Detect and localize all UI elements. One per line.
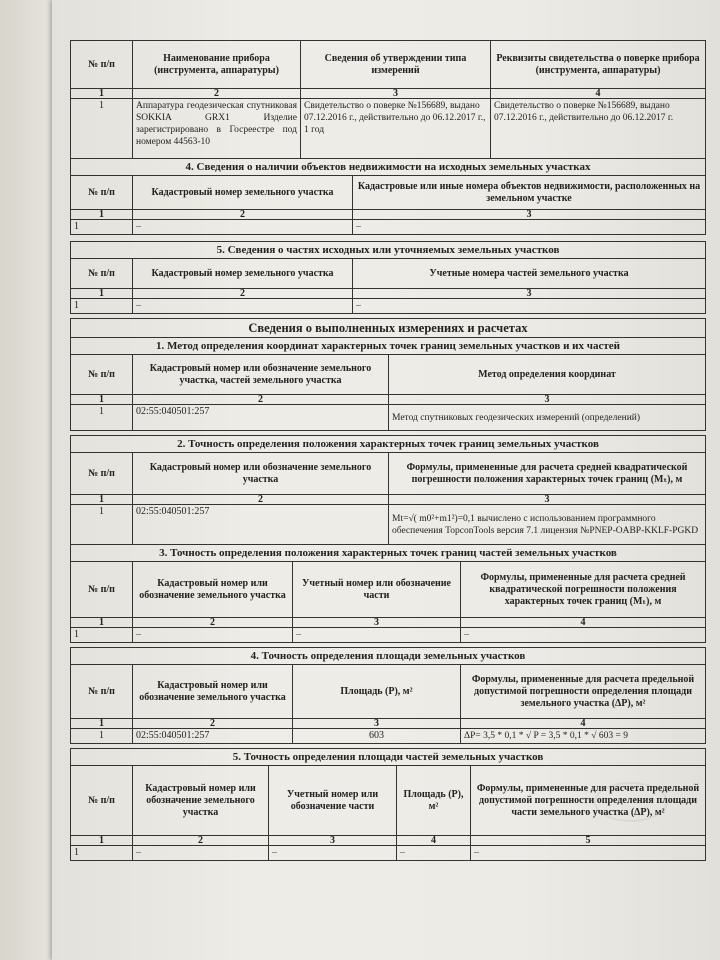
- section-title: 5. Точность определения площади частей земельных участков: [71, 749, 706, 766]
- section-4-table: [70, 158, 706, 235]
- section-title: 3. Точность определения положения характерных точек границ частей земельных участков: [71, 545, 706, 562]
- col-num: 1: [71, 719, 133, 729]
- col-header-objects: Кадастровые или иные номера объектов недвижимости, расположенных на земельном участке: [353, 176, 706, 210]
- section-title: 5. Сведения о частях исходных или уточняемых земельных участков: [71, 242, 706, 259]
- col-num: 3: [353, 289, 706, 299]
- cell-empty: –: [133, 299, 353, 314]
- measurements-heading: [70, 318, 706, 338]
- approval-info: Свидетельство о поверке №156689, выдано 07.12.2016 г., действительно до 06.12.2017 г., 1 год: [301, 99, 491, 159]
- cell-empty: –: [293, 628, 461, 643]
- col-num: 1: [71, 495, 133, 505]
- col-num: 3: [293, 719, 461, 729]
- col-num: 3: [293, 618, 461, 628]
- col-header-cadastral: Кадастровый номер или обозначение земельного участка: [133, 665, 293, 719]
- cell-empty: –: [471, 846, 706, 861]
- col-header-cadastral: Кадастровый номер земельного участка: [133, 259, 353, 289]
- col-header-cadastral: Кадастровый номер или обозначение земельного участка: [133, 562, 293, 618]
- col-num: 3: [269, 836, 397, 846]
- method-table: [70, 337, 706, 431]
- col-num: 2: [133, 719, 293, 729]
- cell-empty: –: [461, 628, 706, 643]
- accuracy-points-table: [70, 435, 706, 545]
- section-title: 4. Точность определения площади земельных участков: [71, 648, 706, 665]
- formula-value: ΔP= 3,5 * 0,1 * √ P = 3,5 * 0,1 * √ 603 = 9: [461, 729, 706, 744]
- col-num: 3: [389, 495, 706, 505]
- cert-info: Свидетельство о поверке №156689, выдано 07.12.2016 г., действительно до 06.12.2017 г.: [491, 99, 706, 159]
- col-header-num: № п/п: [71, 355, 133, 395]
- col-header-approval: Сведения об утверждении типа измерений: [301, 41, 491, 89]
- col-num: 3: [301, 89, 491, 99]
- cell-empty: –: [397, 846, 471, 861]
- section-title: 1. Метод определения координат характерных точек границ земельных участков и их частей: [71, 338, 706, 355]
- col-num: 1: [71, 836, 133, 846]
- cell-empty: –: [353, 299, 706, 314]
- col-header-formula: Формулы, примененные для расчета средней квадратической погрешности положения характерных точек границ (Mₜ), м: [389, 453, 706, 495]
- col-header-cadastral: Кадастровый номер земельного участка: [133, 176, 353, 210]
- method-value: Метод спутниковых геодезических измерений (определений): [389, 405, 706, 431]
- col-num: 1: [71, 89, 133, 99]
- row-number: 1: [71, 505, 133, 545]
- cell-empty: –: [353, 220, 706, 235]
- col-header-num: № п/п: [71, 176, 133, 210]
- cadastral-number: 02:55:040501:257: [133, 505, 389, 545]
- col-header-formula: Формулы, примененные для расчета предельной допустимой погрешности определения площади земельного участка (ΔP), м²: [461, 665, 706, 719]
- col-num: 1: [71, 210, 133, 220]
- col-num: 4: [461, 618, 706, 628]
- col-num: 3: [389, 395, 706, 405]
- col-num: 4: [491, 89, 706, 99]
- col-header-parts: Учетные номера частей земельного участка: [353, 259, 706, 289]
- col-header-cert: Реквизиты свидетельства о поверке прибора (инструмента, аппаратуры): [491, 41, 706, 89]
- col-num: 2: [133, 836, 269, 846]
- row-number: 1: [71, 846, 133, 861]
- col-num: 2: [133, 395, 389, 405]
- faint-stamp-mark: [594, 782, 668, 822]
- col-header-method: Метод определения координат: [389, 355, 706, 395]
- col-header-cadastral: Кадастровый номер или обозначение земельного участка: [133, 766, 269, 836]
- col-num: 5: [471, 836, 706, 846]
- row-number: 1: [71, 628, 133, 643]
- col-header-area: Площадь (P), м²: [397, 766, 471, 836]
- col-header-num: № п/п: [71, 766, 133, 836]
- col-num: 4: [461, 719, 706, 729]
- col-header-device: Наименование прибора (инструмента, аппаратуры): [133, 41, 301, 89]
- section-title: 4. Сведения о наличии объектов недвижимости на исходных земельных участках: [71, 159, 706, 176]
- col-num: 2: [133, 495, 389, 505]
- document-page: [52, 0, 720, 960]
- row-number: 1: [71, 405, 133, 431]
- col-header-num: № п/п: [71, 453, 133, 495]
- col-num: 3: [353, 210, 706, 220]
- col-header-area: Площадь (P), м²: [293, 665, 461, 719]
- cadastral-number: 02:55:040501:257: [133, 729, 293, 744]
- measurements-title: Сведения о выполненных измерениях и расчетах: [71, 319, 706, 338]
- row-number: 1: [71, 729, 133, 744]
- col-header-num: № п/п: [71, 259, 133, 289]
- col-num: 2: [133, 89, 301, 99]
- col-header-formula: Формулы, примененные для расчета средней квадратической погрешности положения характерных точек границ (Mₜ), м: [461, 562, 706, 618]
- area-accuracy-table: [70, 647, 706, 744]
- col-num: 1: [71, 395, 133, 405]
- col-num: 2: [133, 210, 353, 220]
- col-header-num: № п/п: [71, 41, 133, 89]
- col-num: 2: [133, 618, 293, 628]
- row-number: 1: [71, 299, 133, 314]
- formula-value: Mt=√( m0²+m1²)=0,1 вычислено с использованием программного обеспечения TopconTools версия 7.1 лицензия №PNEP-OABP-KKLF-PGKD: [389, 505, 706, 545]
- section-5-table: [70, 241, 706, 314]
- col-num: 1: [71, 618, 133, 628]
- row-number: 1: [71, 99, 133, 159]
- cell-empty: –: [133, 220, 353, 235]
- col-header-part: Учетный номер или обозначение части: [269, 766, 397, 836]
- cadastral-number: 02:55:040501:257: [133, 405, 389, 431]
- col-num: 1: [71, 289, 133, 299]
- binder-edge: [0, 0, 52, 960]
- col-header-num: № п/п: [71, 665, 133, 719]
- cell-empty: –: [133, 628, 293, 643]
- document-content: [70, 40, 706, 861]
- area-value: 603: [293, 729, 461, 744]
- cell-empty: –: [269, 846, 397, 861]
- col-header-num: № п/п: [71, 562, 133, 618]
- section-title: 2. Точность определения положения характерных точек границ земельных участков: [71, 436, 706, 453]
- row-number: 1: [71, 220, 133, 235]
- col-header-part: Учетный номер или обозначение части: [293, 562, 461, 618]
- cell-empty: –: [133, 846, 269, 861]
- col-num: 2: [133, 289, 353, 299]
- device-name: Аппаратура геодезическая спутниковая SOKKIA GRX1 Изделие зарегистрировано в Госреестре под номером 44563-10: [133, 99, 301, 159]
- devices-table: [70, 40, 706, 159]
- col-num: 4: [397, 836, 471, 846]
- col-header-cadastral: Кадастровый номер или обозначение земельного участка: [133, 453, 389, 495]
- col-header-formula: Формулы, примененные для расчета предельной допустимой погрешности определения площади части земельного участка (ΔP), м²: [471, 766, 706, 836]
- col-header-cadastral: Кадастровый номер или обозначение земельного участка, частей земельного участка: [133, 355, 389, 395]
- accuracy-parts-table: [70, 544, 706, 643]
